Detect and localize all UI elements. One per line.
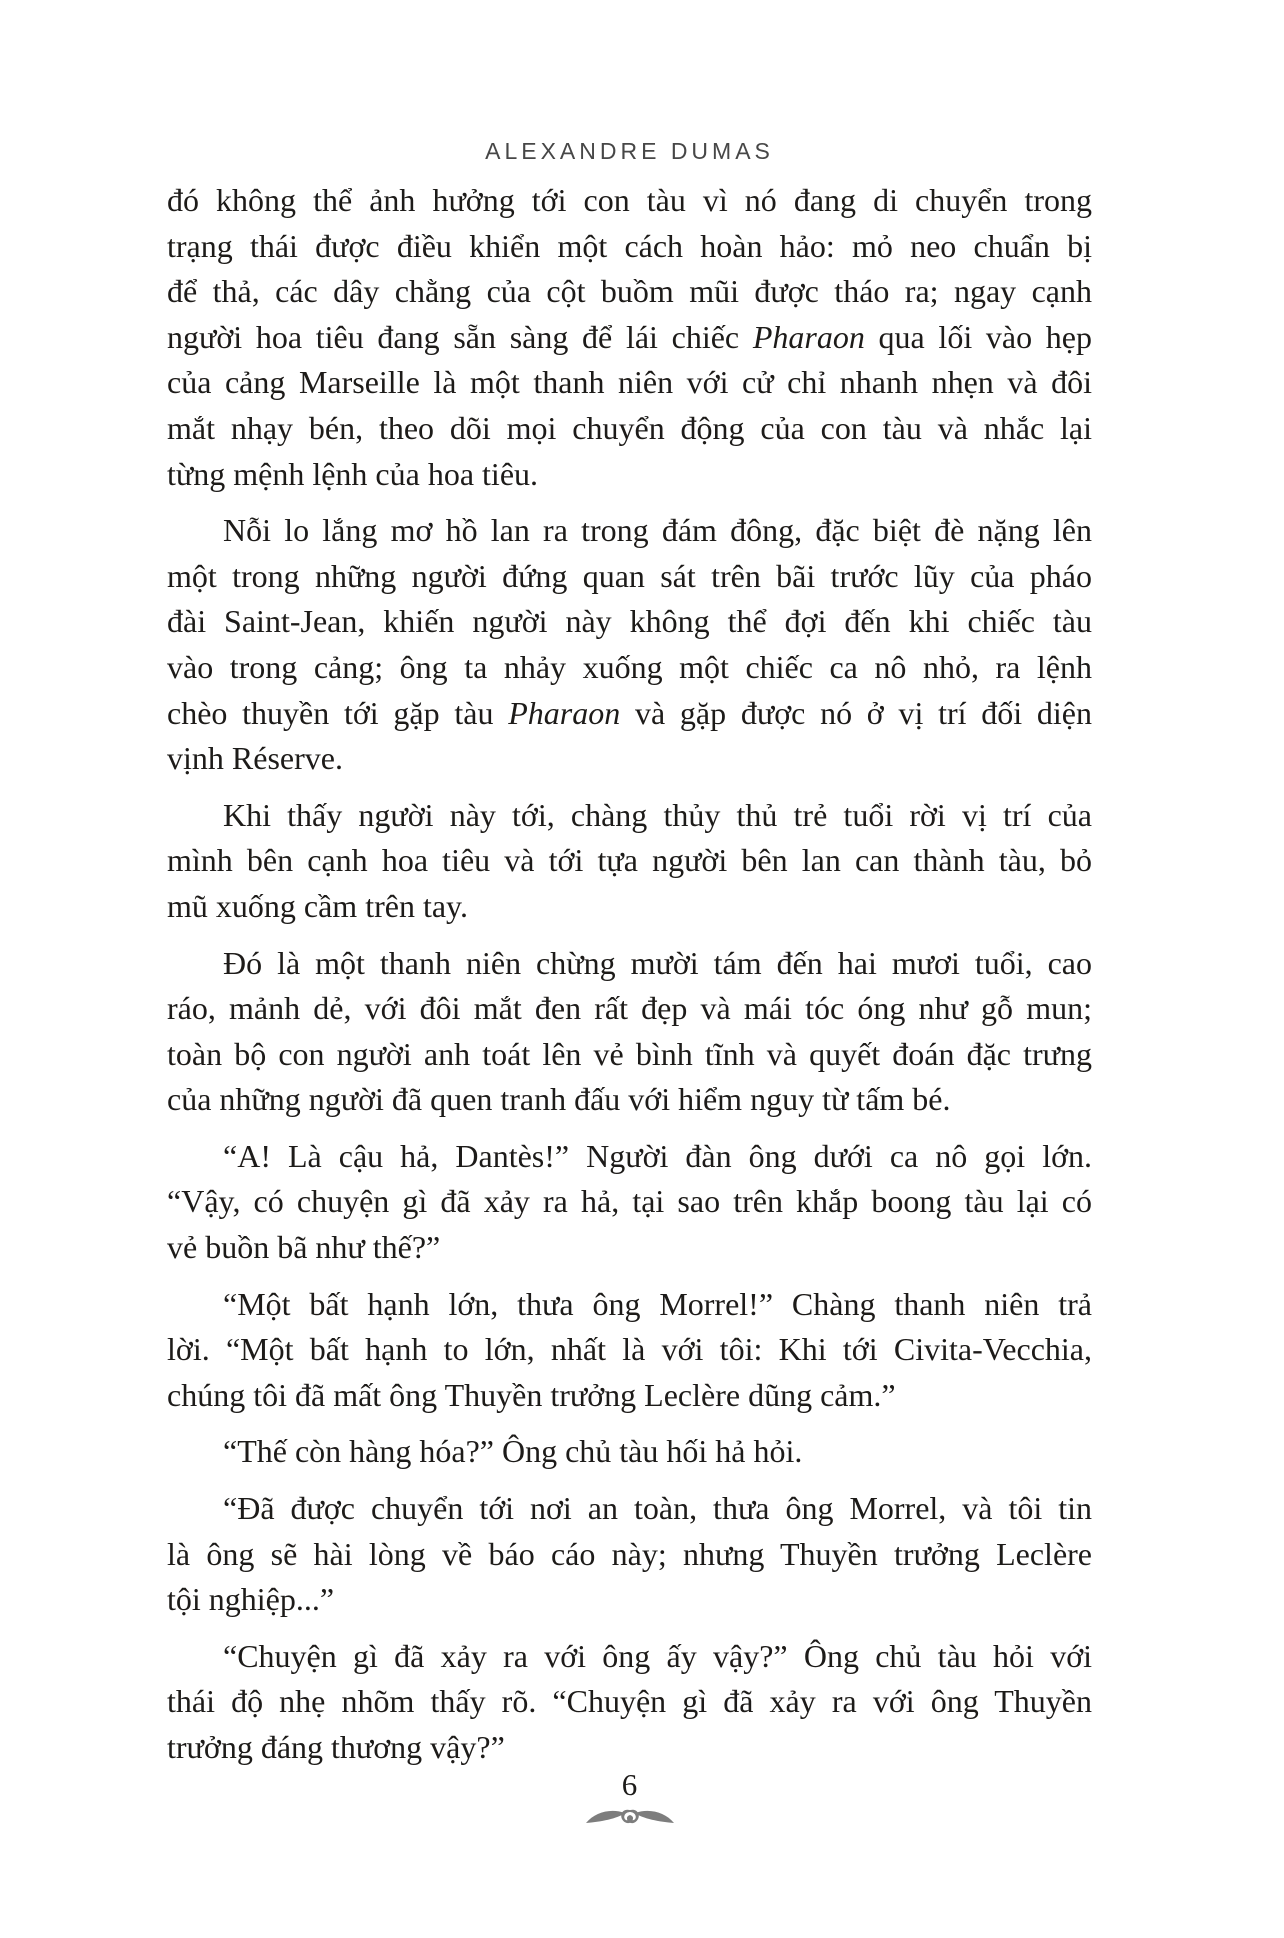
- body-text: [167, 178, 1092, 1771]
- text-line: “Vậy, có chuyện gì đã xảy ra hả, tại sao trên khắp boong tàu lại có: [167, 1183, 1092, 1220]
- text-line: một trong những người đứng quan sát trên bãi trước lũy của pháo: [167, 557, 1092, 594]
- text-line: thái độ nhẹ nhõm thấy rõ. “Chuyện gì đã xảy ra với ông Thuyền: [167, 1683, 1092, 1720]
- text-line: tội nghiệp...”: [167, 1581, 335, 1618]
- text-line: là ông sẽ hài lòng về báo cáo này; nhưng Thuyền trưởng Leclère: [167, 1535, 1092, 1572]
- text-line: lời. “Một bất hạnh to lớn, nhất là với tôi: Khi tới Civita-Vecchia,: [167, 1331, 1092, 1368]
- text-line: của những người đã quen tranh đấu với hiểm nguy từ tấm bé.: [167, 1081, 951, 1118]
- paragraph: [167, 1282, 1092, 1419]
- text-line: mắt nhạy bén, theo dõi mọi chuyển động của con tàu và nhắc lại: [167, 409, 1092, 446]
- text-line: Khi thấy người này tới, chàng thủy thủ trẻ tuổi rời vị trí của: [223, 796, 1092, 833]
- paragraph: [167, 1486, 1092, 1623]
- text-line: vào trong cảng; ông ta nhảy xuống một chiếc ca nô nhỏ, ra lệnh: [167, 648, 1092, 685]
- italic-ship-name: Pharaon: [508, 694, 621, 731]
- paragraph: [167, 178, 1092, 497]
- text-line: chèo thuyền tới gặp tàu Pharaon và gặp được nó ở vị trí đối diện: [167, 694, 1093, 731]
- text-line: vịnh Réserve.: [167, 740, 343, 777]
- text-line: “Đã được chuyển tới nơi an toàn, thưa ông Morrel, và tôi tin: [223, 1490, 1092, 1527]
- text-line: mình bên cạnh hoa tiêu và tới tựa người bên lan can thành tàu, bỏ: [167, 842, 1092, 879]
- text-line: mũ xuống cầm trên tay.: [167, 887, 468, 924]
- page-number: 6: [621, 1767, 638, 1802]
- text-line: Đó là một thanh niên chừng mười tám đến hai mươi tuổi, cao: [223, 944, 1092, 981]
- text-line: từng mệnh lệnh của hoa tiêu.: [167, 455, 539, 492]
- text-line: người hoa tiêu đang sẵn sàng để lái chiếc Pharaon qua lối vào hẹp: [167, 318, 1093, 355]
- text-line: “A! Là cậu hả, Dantès!” Người đàn ông dưới ca nô gọi lớn.: [223, 1137, 1092, 1174]
- text-line: vẻ buồn bã như thế?”: [167, 1229, 441, 1266]
- text-line: Nỗi lo lắng mơ hồ lan ra trong đám đông, đặc biệt đè nặng lên: [223, 512, 1092, 549]
- italic-ship-name: Pharaon: [752, 318, 865, 355]
- paragraph: [167, 1634, 1092, 1771]
- text-line: chúng tôi đã mất ông Thuyền trưởng Leclère dũng cảm.”: [167, 1376, 896, 1413]
- text-line: trưởng đáng thương vậy?”: [167, 1729, 505, 1765]
- text-line: “Chuyện gì đã xảy ra với ông ấy vậy?” Ông chủ tàu hỏi với: [223, 1637, 1092, 1674]
- paragraph: [167, 1134, 1092, 1271]
- text-line: ráo, mảnh dẻ, với đôi mắt đen rất đẹp và mái tóc óng như gỗ mun;: [167, 990, 1092, 1027]
- text-line: toàn bộ con người anh toát lên vẻ bình tĩnh và quyết đoán đặc trưng: [167, 1035, 1092, 1072]
- paragraph: [167, 941, 1092, 1123]
- paragraph: [167, 1429, 1092, 1475]
- text-line: “Thế còn hàng hóa?” Ông chủ tàu hối hả hỏi.: [223, 1433, 803, 1470]
- text-line: để thả, các dây chằng của cột buồm mũi được tháo ra; ngay cạnh: [167, 273, 1092, 310]
- paragraph: [167, 793, 1092, 930]
- running-header-author: ALEXANDRE DUMAS: [485, 138, 774, 164]
- text-line: “Một bất hạnh lớn, thưa ông Morrel!” Chàng thanh niên trả: [223, 1285, 1092, 1322]
- text-line: trạng thái được điều khiển một cách hoàn hảo: mỏ neo chuẩn bị: [167, 227, 1092, 264]
- page-footer: [167, 1768, 1092, 1837]
- text-line: của cảng Marseille là một thanh niên với cử chỉ nhanh nhẹn và đôi: [167, 364, 1092, 401]
- text-line: đó không thể ảnh hưởng tới con tàu vì nó đang di chuyển trong: [167, 182, 1092, 218]
- text-line: đài Saint-Jean, khiến người này không thể đợi đến khi chiếc tàu: [167, 603, 1092, 640]
- flourish-ornament-icon: [167, 1805, 1092, 1837]
- paragraph: [167, 508, 1092, 782]
